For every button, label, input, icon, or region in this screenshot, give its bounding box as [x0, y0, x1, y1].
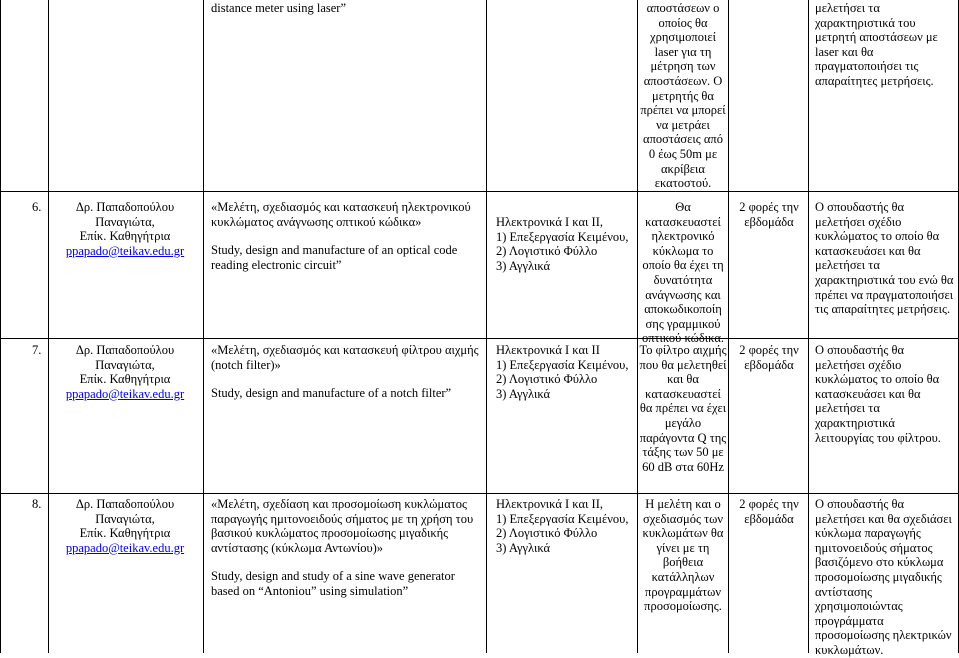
objectives-text: Ο σπουδαστής θα μελετήσει σχέδιο κυκλώματος το οποίο θα κατασκευάσει και θα μελετήσει τα χαρακτηριστικά λειτουργίας του φίλτρου. [815, 343, 941, 445]
prerequisite-line: Ηλεκτρονικά Ι και ΙΙ, [496, 215, 603, 229]
duration-cell [730, 497, 808, 526]
topic-english: distance meter using laser” [211, 1, 347, 15]
table-border [637, 0, 638, 653]
objectives-cell [815, 497, 955, 658]
description-cell [639, 200, 727, 346]
objectives-text: Ο σπουδαστής θα μελετήσει και θα σχεδιάσει κύκλωμα παραγωγής ημιτονοειδούς σήματος βασιζόμενο στο κύκλωμα προσομοίωσης μιγαδικής αντίστασης χρησιμοποιώντας προγράμματα προσομοίωσης ηλεκτρικών κυκλωμάτων. [815, 497, 952, 657]
supervisor-email-link[interactable]: ppapado@teikav.edu.gr [65, 540, 185, 555]
topic-cell [211, 1, 483, 16]
supervisor-cell [52, 200, 198, 258]
table-border [0, 0, 1, 653]
table-border [486, 0, 487, 653]
table-border [0, 493, 959, 494]
topic-cell [211, 497, 483, 599]
supervisor-email-link[interactable]: ppapado@teikav.edu.gr [65, 243, 185, 258]
table-border [0, 191, 959, 192]
supervisor-name: Δρ. Παπαδοπούλου [75, 497, 175, 511]
row-number: 6. [32, 200, 42, 214]
prerequisite-line: 3) Αγγλικά [496, 258, 551, 273]
table-border [728, 0, 729, 653]
objectives-cell [815, 200, 955, 317]
description-cell [639, 343, 727, 474]
table-border [203, 0, 204, 653]
topic-greek: «Μελέτη, σχεδιασμός και κατασκευή ηλεκτρονικού κυκλώματος ανάγνωσης οπτικού κώδικα» [211, 200, 471, 229]
objectives-cell [815, 1, 955, 89]
prerequisites-cell [496, 343, 636, 401]
topic-greek: «Μελέτη, σχεδιασμός και κατασκευή φίλτρου αιχμής (notch filter)» [211, 343, 479, 372]
prerequisites-cell [496, 215, 636, 273]
prerequisite-line: 2) Λογιστικό Φύλλο [496, 526, 598, 541]
supervisor-email-link[interactable]: ppapado@teikav.edu.gr [65, 386, 185, 401]
objectives-cell [815, 343, 955, 445]
table-border [0, 338, 959, 339]
prerequisite-line: 2) Λογιστικό Φύλλο [496, 244, 598, 259]
topic-english: Study, design and study of a sine wave generator based on “Antoniou” using simulation” [211, 569, 455, 598]
topic-english: Study, design and manufacture of a notch filter” [211, 386, 452, 401]
objectives-text: μελετήσει τα χαρακτηριστικά του μετρητή αποστάσεων με laser και θα πραγματοποιήσει τις απαραίτητες μετρήσεις. [815, 1, 938, 88]
supervisor-name: Δρ. Παπαδοπούλου [75, 200, 175, 214]
prerequisite-line: 3) Αγγλικά [496, 540, 551, 555]
duration-text: 2 φορές την εβδομάδα [739, 497, 799, 526]
supervisor-title: Επίκ. Καθηγήτρια [79, 229, 171, 244]
supervisor-title: Επίκ. Καθηγήτρια [79, 526, 171, 541]
objectives-text: Ο σπουδαστής θα μελετήσει σχέδιο κυκλώματος το οποίο θα κατασκευάσει και θα μελετήσει τα χαρακτηριστικά του ενώ θα πρέπει να πραγματοποιήσει τις απαραίτητες μετρήσεις. [815, 200, 954, 317]
duration-cell [730, 200, 808, 229]
topic-english: Study, design and manufacture of an optical code reading electronic circuit” [211, 243, 458, 272]
supervisor-cell [52, 343, 198, 401]
row-number: 8. [32, 497, 42, 511]
supervisor-surname: Παναγιώτα, [95, 511, 155, 526]
table-border [808, 0, 809, 653]
duration-cell [730, 343, 808, 372]
prerequisite-line: Ηλεκτρονικά Ι και ΙΙ, [496, 497, 603, 511]
topic-greek: «Μελέτη, σχεδίαση και προσομοίωση κυκλώματος παραγωγής ημιτονοειδούς σήματος με τη χρήση του βασικού κυκλώματος προσομοίωσης μιγαδικής αντίστασης (κύκλωμα Αντωνίου)» [211, 497, 474, 555]
prerequisite-line: 1) Επεξεργασία Κειμένου, [496, 357, 629, 372]
supervisor-cell [52, 497, 198, 555]
prerequisite-line: 1) Επεξεργασία Κειμένου, [496, 511, 629, 526]
prerequisite-line: Ηλεκτρονικά Ι και ΙΙ [496, 343, 600, 357]
topic-cell [211, 343, 483, 401]
prerequisite-line: 3) Αγγλικά [496, 386, 551, 401]
topic-cell [211, 200, 483, 272]
description-cell [639, 1, 727, 191]
supervisor-surname: Παναγιώτα, [95, 214, 155, 229]
description-text: Η μελέτη και ο σχεδιασμός των κυκλωμάτων θα γίνει με τη βοήθεια κατάλληλων προγραμμάτων προσομοίωσης. [642, 497, 724, 614]
supervisor-surname: Παναγιώτα, [95, 357, 155, 372]
duration-text: 2 φορές την εβδομάδα [739, 343, 799, 372]
supervisor-name: Δρ. Παπαδοπούλου [75, 343, 175, 357]
row-number: 7. [32, 343, 42, 357]
prerequisite-line: 1) Επεξεργασία Κειμένου, [496, 229, 629, 244]
duration-text: 2 φορές την εβδομάδα [739, 200, 799, 229]
prerequisite-line: 2) Λογιστικό Φύλλο [496, 372, 598, 387]
supervisor-title: Επίκ. Καθηγήτρια [79, 372, 171, 387]
description-cell [639, 497, 727, 614]
table-border [48, 0, 49, 653]
description-text: Το φίλτρο αιχμής που θα μελετηθεί και θα κατασκευαστεί θα πρέπει να έχει μεγάλο παράγοντα Q της τάξης των 50 με 60 dB στα 60Hz [639, 343, 727, 474]
prerequisites-cell [496, 497, 636, 555]
description-text: Θα κατασκευαστεί ηλεκτρονικό κύκλωμα το οποίο θα έχει τη δυνατότητα ανάγνωσης και αποκωδικοποίη σης γραμμικού οπτικού κώδικα. [641, 200, 725, 346]
description-text: αποστάσεων ο οποίος θα χρησιμοποιεί laser για τη μέτρηση των αποστάσεων. Ο μετρητής θα πρέπει να μπορεί να μετράει αποστάσεις από 0 έως 50m με ακρίβεια εκατοστού. [640, 1, 726, 191]
